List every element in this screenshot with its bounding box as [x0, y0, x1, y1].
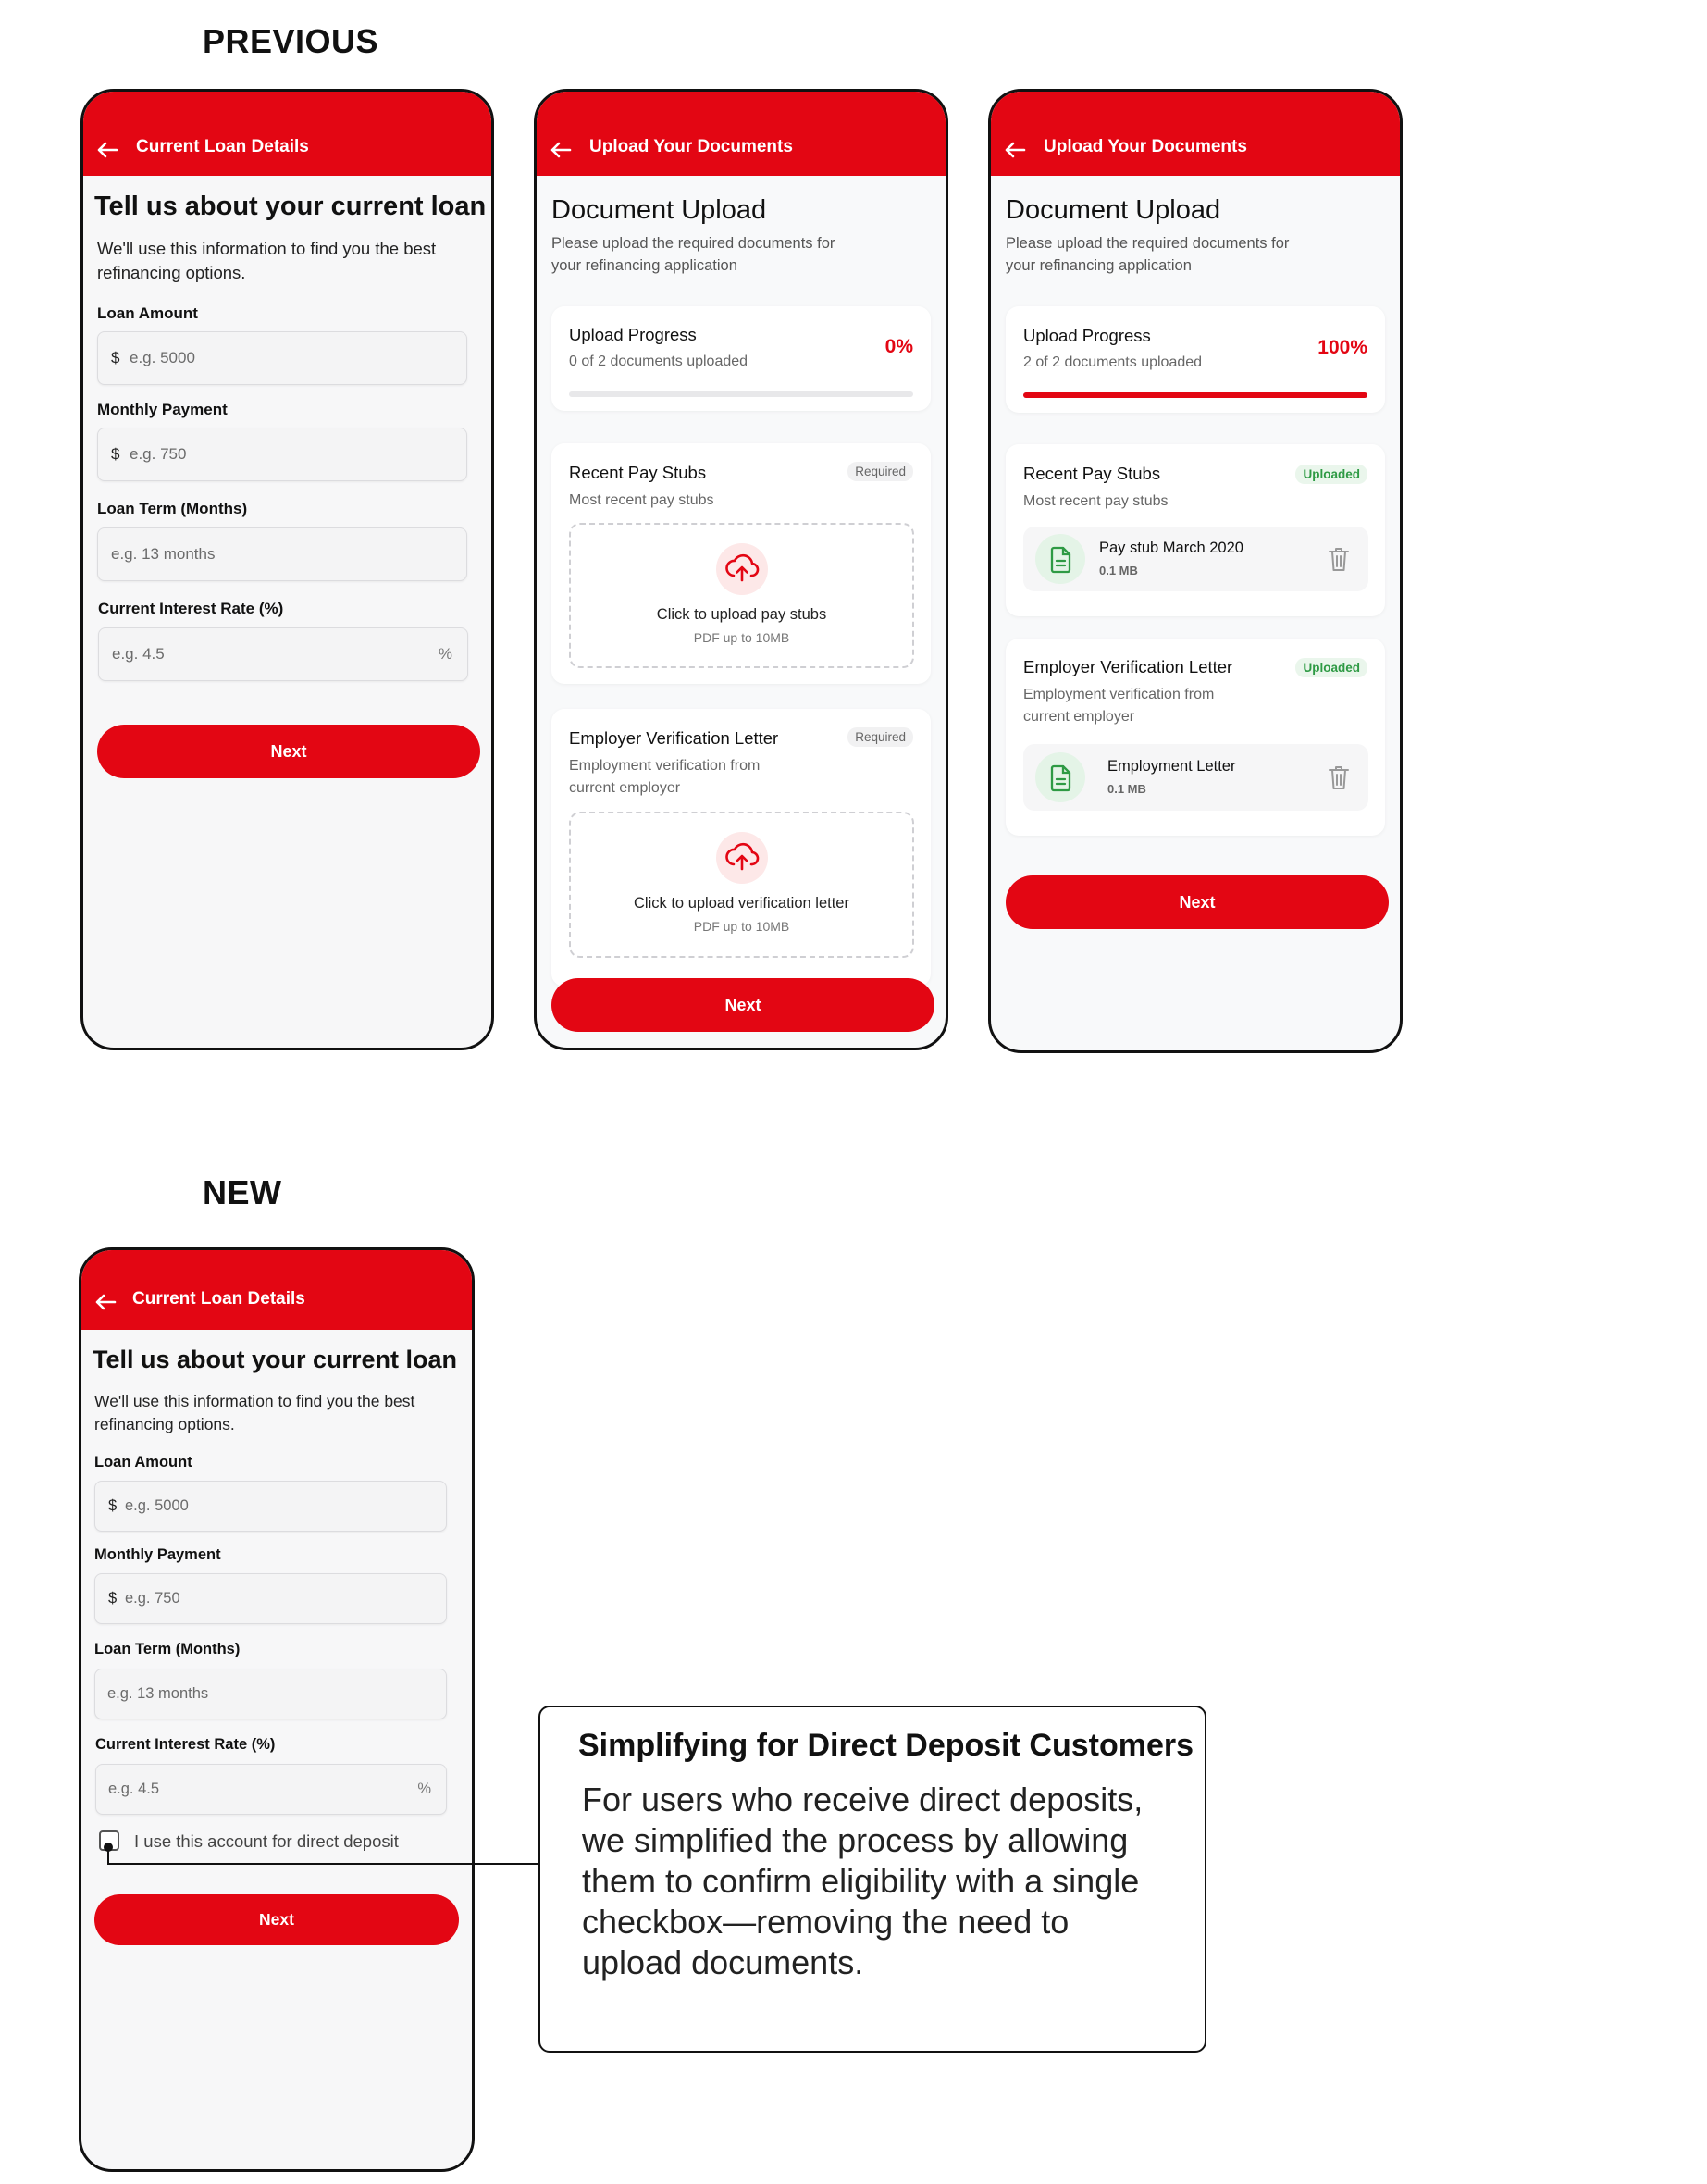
loan-amount-input[interactable]: [97, 331, 467, 385]
back-arrow-icon[interactable]: [550, 141, 572, 159]
loan-term-label: Loan Term (Months): [97, 500, 248, 517]
uploaded-file-row: [1023, 744, 1368, 811]
progress-bar: [569, 391, 913, 397]
document-icon: [1035, 752, 1085, 802]
next-button[interactable]: Next: [551, 978, 934, 1032]
interest-rate-input[interactable]: [98, 627, 468, 681]
currency-symbol: $: [108, 1590, 118, 1607]
app-bar: [991, 92, 1400, 176]
loan-term-label: Loan Term (Months): [94, 1641, 241, 1657]
employer-letter-title: Employer Verification Letter: [1023, 657, 1233, 676]
dropzone-label: Click to upload pay stubs: [656, 606, 827, 623]
interest-rate-placeholder: e.g. 4.5: [112, 645, 165, 663]
app-bar: [537, 92, 946, 176]
app-bar: [83, 92, 491, 176]
back-arrow-icon[interactable]: [1004, 141, 1026, 159]
trash-icon[interactable]: [1327, 545, 1351, 573]
direct-deposit-label[interactable]: I use this account for direct deposit: [134, 1831, 399, 1851]
monthly-payment-input[interactable]: [94, 1573, 447, 1624]
loan-amount-placeholder: e.g. 5000: [125, 1497, 189, 1514]
document-icon: [1035, 534, 1085, 584]
interest-rate-placeholder: e.g. 4.5: [108, 1781, 160, 1797]
interest-rate-input[interactable]: [95, 1764, 447, 1815]
pay-stubs-dropzone[interactable]: [569, 523, 914, 668]
dropzone-label: Click to upload verification letter: [634, 895, 849, 912]
progress-title: Upload Progress: [569, 325, 697, 344]
required-badge: Required: [847, 462, 913, 481]
pay-stubs-subtitle: Most recent pay stubs: [1023, 493, 1169, 509]
next-button[interactable]: Next: [94, 1894, 459, 1945]
page-heading: Tell us about your current loan: [93, 1346, 458, 1373]
callout-connector: [102, 1842, 546, 1879]
monthly-payment-placeholder: e.g. 750: [130, 445, 187, 463]
percent-suffix: %: [438, 645, 452, 663]
required-badge: Required: [847, 727, 913, 747]
progress-title: Upload Progress: [1023, 326, 1151, 345]
loan-term-input[interactable]: [94, 1669, 447, 1719]
callout-body: For users who receive direct deposits, we simplified the process by allowing them to confirm eligibility with a single checkbox—removing the need to upload documents.: [582, 1781, 1144, 1981]
monthly-payment-placeholder: e.g. 750: [125, 1590, 180, 1607]
employer-letter-title: Employer Verification Letter: [569, 728, 779, 748]
loan-amount-label: Loan Amount: [97, 304, 198, 322]
dropzone-hint: PDF up to 10MB: [693, 630, 790, 645]
trash-icon[interactable]: [1327, 763, 1351, 791]
employer-letter-subtitle: Employment verification from current employer: [569, 758, 761, 796]
callout-title: Simplifying for Direct Deposit Customers: [578, 1728, 1194, 1763]
loan-term-placeholder: e.g. 13 months: [111, 545, 216, 563]
previous-section-title: PREVIOUS: [203, 22, 379, 60]
progress-status: 0 of 2 documents uploaded: [569, 354, 748, 369]
employer-letter-card: [551, 709, 931, 987]
dropzone-hint: PDF up to 10MB: [693, 919, 790, 934]
interest-rate-label: Current Interest Rate (%): [95, 1736, 276, 1753]
progress-percent: 100%: [1317, 337, 1367, 358]
back-arrow-icon[interactable]: [94, 1293, 117, 1311]
currency-symbol: $: [111, 445, 120, 463]
monthly-payment-label: Monthly Payment: [97, 401, 228, 418]
loan-term-input[interactable]: [97, 527, 467, 581]
app-bar: [81, 1250, 472, 1330]
callout-note: [538, 1706, 1206, 2053]
progress-status: 2 of 2 documents uploaded: [1023, 354, 1203, 370]
page-description: We'll use this information to find you the best refinancing options.: [94, 1392, 415, 1433]
employer-letter-dropzone[interactable]: [569, 812, 914, 958]
progress-percent: 0%: [884, 336, 913, 357]
page-subheading: Please upload the required documents for your refinancing application: [1006, 235, 1290, 274]
app-bar-title: Upload Your Documents: [589, 137, 793, 156]
currency-symbol: $: [111, 349, 120, 366]
file-name: Employment Letter: [1107, 758, 1236, 775]
loan-amount-input[interactable]: [94, 1481, 447, 1532]
loan-amount-label: Loan Amount: [94, 1454, 192, 1470]
file-size: 0.1 MB: [1099, 564, 1138, 577]
uploaded-file-row: [1023, 527, 1368, 591]
pay-stubs-title: Recent Pay Stubs: [569, 463, 707, 482]
upload-cloud-icon: [716, 543, 768, 595]
back-arrow-icon[interactable]: [96, 141, 118, 159]
upload-progress-card: [551, 306, 931, 411]
uploaded-badge: Uploaded: [1295, 658, 1367, 677]
pay-stubs-card: [1006, 444, 1385, 616]
file-name: Pay stub March 2020: [1099, 540, 1243, 556]
upload-progress-card: [1006, 306, 1385, 413]
phone-loan-details-new: [79, 1247, 475, 2172]
pay-stubs-card: [551, 443, 931, 684]
phone-upload-complete: [988, 89, 1403, 1053]
progress-bar: [1023, 392, 1367, 398]
loan-amount-placeholder: e.g. 5000: [130, 349, 195, 366]
upload-cloud-icon: [716, 832, 768, 884]
page-heading: Document Upload: [1006, 195, 1221, 225]
app-bar-title: Current Loan Details: [132, 1289, 305, 1309]
currency-symbol: $: [108, 1497, 118, 1514]
new-section-title: NEW: [203, 1173, 282, 1211]
progress-fill: [1023, 392, 1367, 398]
employer-letter-subtitle: Employment verification from current employer: [1023, 687, 1215, 725]
page-description: We'll use this information to find you the best refinancing options.: [97, 239, 437, 282]
page-heading: Tell us about your current loan: [94, 192, 487, 221]
app-bar-title: Current Loan Details: [136, 137, 309, 156]
loan-term-placeholder: e.g. 13 months: [107, 1685, 209, 1702]
page-subheading: Please upload the required documents for your refinancing application: [551, 235, 835, 274]
uploaded-badge: Uploaded: [1295, 465, 1367, 484]
phone-upload-empty: [534, 89, 948, 1050]
employer-letter-card: [1006, 639, 1385, 836]
percent-suffix: %: [417, 1781, 431, 1797]
file-size: 0.1 MB: [1107, 782, 1146, 796]
interest-rate-label: Current Interest Rate (%): [98, 600, 284, 617]
monthly-payment-label: Monthly Payment: [94, 1546, 221, 1563]
next-button[interactable]: Next: [1006, 875, 1389, 929]
app-bar-title: Upload Your Documents: [1044, 137, 1247, 156]
page-heading: Document Upload: [551, 195, 767, 225]
monthly-payment-input[interactable]: [97, 428, 467, 481]
phone-loan-details-previous: [80, 89, 494, 1050]
pay-stubs-title: Recent Pay Stubs: [1023, 464, 1161, 483]
next-button[interactable]: Next: [97, 725, 480, 778]
pay-stubs-subtitle: Most recent pay stubs: [569, 492, 714, 508]
